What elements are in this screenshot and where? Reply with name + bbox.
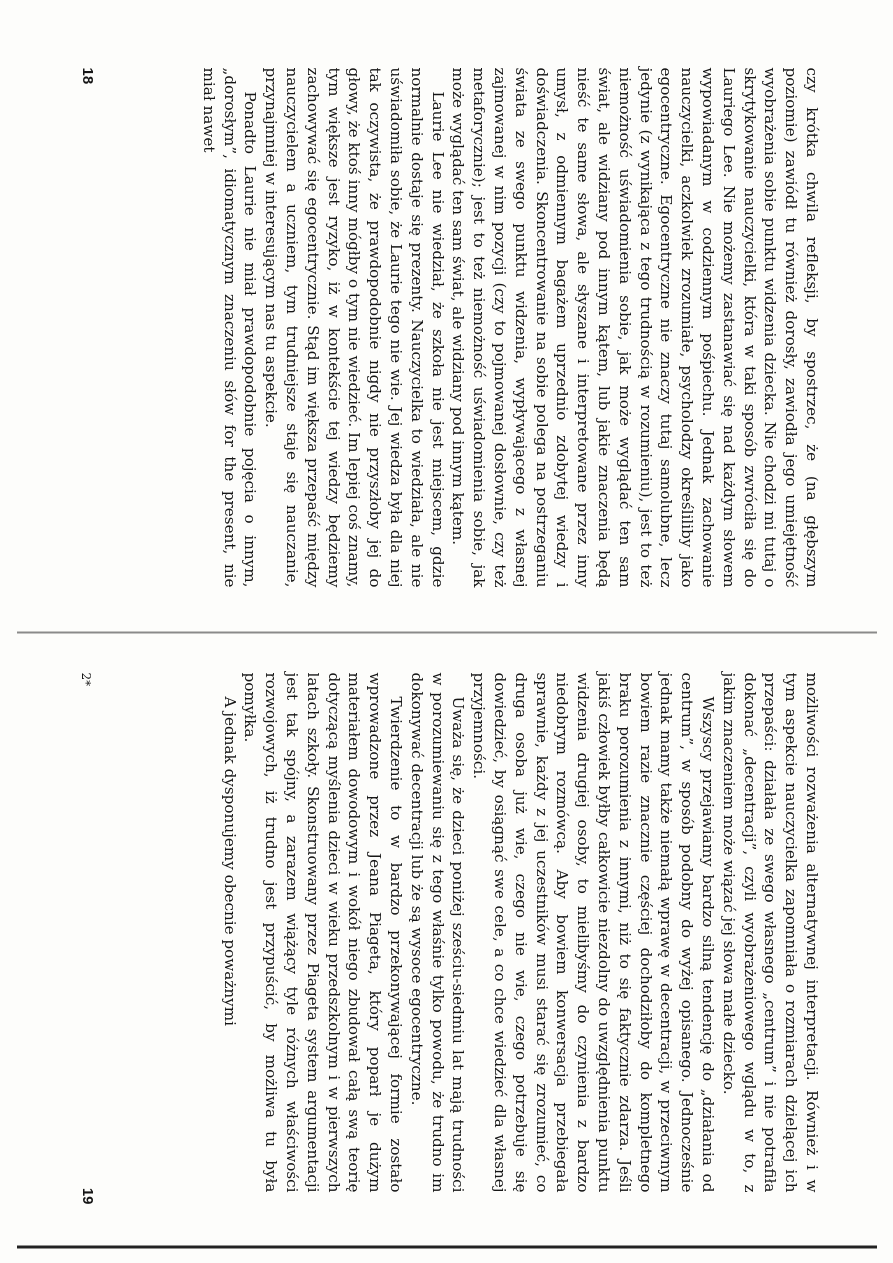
paragraph: Twierdzenie to w bardzo przekonywającej formie zostało wprowadzone przez Jeana Piageta, który poparł je dużym materiałem dowodowym i wokół niego zbudował całą swą teorię dotyczącą myślenia dzieci w wieku przedszkolnym i w pierwszych latach szkoły. Skonstruowany przez Piageta system argumentacji jest tak spójny, a zarazem wiążący tyle różnych właściwości rozwojowych, iż trudno jest przypuścić, by możliwa tu była pomyłka.: [240, 672, 405, 1192]
page-edge-line: [17, 1245, 877, 1248]
paragraph: możliwości rozważenia alternatywnej interpretacji. Również i w tym aspekcie nauczycielka zapomniała o rozmiarach dzielącej ich przepaści: działała ze swego własnego „centrum” i nie potrafiła dokonać „decentracji”, czyli wyobrażeniowego wglądu w to, z jakim znaczeniem może wiązać jej słowa małe dziecko.: [719, 672, 821, 1192]
signature-mark: 2*: [78, 672, 93, 686]
paragraph: Uważa się, że dzieci poniżej sześciu-siedmiu lat mają trudności w porozumiewaniu się z tego właśnie tylko powodu, że trudno im dokonywać decentracji lub że są wysoce egocentryczne.: [407, 672, 467, 1192]
book-spread: [17, 15, 877, 1248]
left-page: [17, 15, 877, 631]
right-page: [17, 632, 877, 1248]
paragraph: A jednak dysponujemy obecnie poważnymi: [220, 696, 239, 1026]
left-page-text: [198, 67, 822, 587]
page-number: 19: [78, 1187, 96, 1204]
paragraph: Laurie Lee nie wiedział, że szkoła nie jest miejscem, gdzie normalnie dostaje się prezenty. Nauczycielka to wiedziała, ale nie uświadomiła sobie, że Laurie tego nie wie. Jej wiedza była dla niej tak oczywista, że prawdopodobnie nigdy nie przyszłoby jej do głowy, że ktoś inny mógłby o tym nie wiedzieć. Im lepiej coś znamy, tym większe jest ryzyko, iż w kontekście tej wiedzy będziemy zachowywać się egocentrycznie. Stąd im większa przepaść między nauczycielem a uczniem, tym trudniejsze staje się nauczanie, przynajmniej w interesującym nas tu aspekcie.: [261, 67, 447, 587]
paragraph: Wszyscy przejawiamy bardzo silną tendencję do „działania od centrum”, w sposób podobny do wyżej opisanego. Jednocześnie jednak mamy także niemałą wprawę w decentracji, w przeciwnym bowiem razie znacznie częściej dochodziłoby do kompletnego braku porozumienia z innymi, niż to się faktycznie zdarza. Jeśli jakiś człowiek byłby całkowicie niezdolny do uwzględnienia punktu widzenia drugiej osoby, to mielibyśmy do czynienia z bardzo niedobrym rozmówcą. Aby bowiem konwersacja przebiegała sprawnie, każdy z jej uczestników musi starać się zrozumieć, co druga osoba już wie, czego nie wie, czego potrzebuje się dowiedzieć, by osiągnąć swe cele, a co chce wiedzieć dla własnej przyjemności.: [469, 672, 717, 1192]
paragraph: Ponadto Laurie nie miał prawdopodobnie pojęcia o innym, „dorosłym”, idiomatycznym znaczeniu słów for the present, nie miał nawet: [199, 67, 259, 587]
page-number: 18: [78, 67, 96, 84]
paragraph: czy krótka chwila refleksji, by spostrzec, że (na głębszym poziomie) zawiódł tu również dorosły, zawiodła jego umiejętność wyobrażenia sobie punktu widzenia dziecka. Nie chodzi mi tutaj o skrytykowanie nauczycielki, która w taki sposób zwróciła się do Lauriego Lee. Nie możemy zastanawiać się nad każdym słowem wypowiadanym w codziennym pośpiechu. Jednak zachowanie nauczycielki, aczkolwiek zrozumiałe, psycholodzy określiliby jako egocentryczne. Egocentryczne nie znaczy tutaj samolubne, lecz jedynie (z wynikająca z tego trudnością w rozumieniu), jest to też niemożność uświadomienia sobie, jak może wyglądać ten sam świat, ale widziany pod innym kątem, lub jakie znaczenia będą nieść te same słowa, ale słyszane i interpretowane przez inny umysł, z odmiennym bagażem uprzednio zdobytej wiedzy i doświadczenia. Skoncentrowanie na sobie polega na postrzeganiu świata ze swego punktu widzenia, wypływającego z własnej zajmowanej w nim pozycji (czy to pojmowanej dosłownie, czy też metaforycznie); jest to też niemożność uświadomienia sobie, jak może wyglądać ten sam świat, ale widziany pod innym kątem.: [448, 67, 821, 587]
right-page-text: [218, 672, 821, 1192]
